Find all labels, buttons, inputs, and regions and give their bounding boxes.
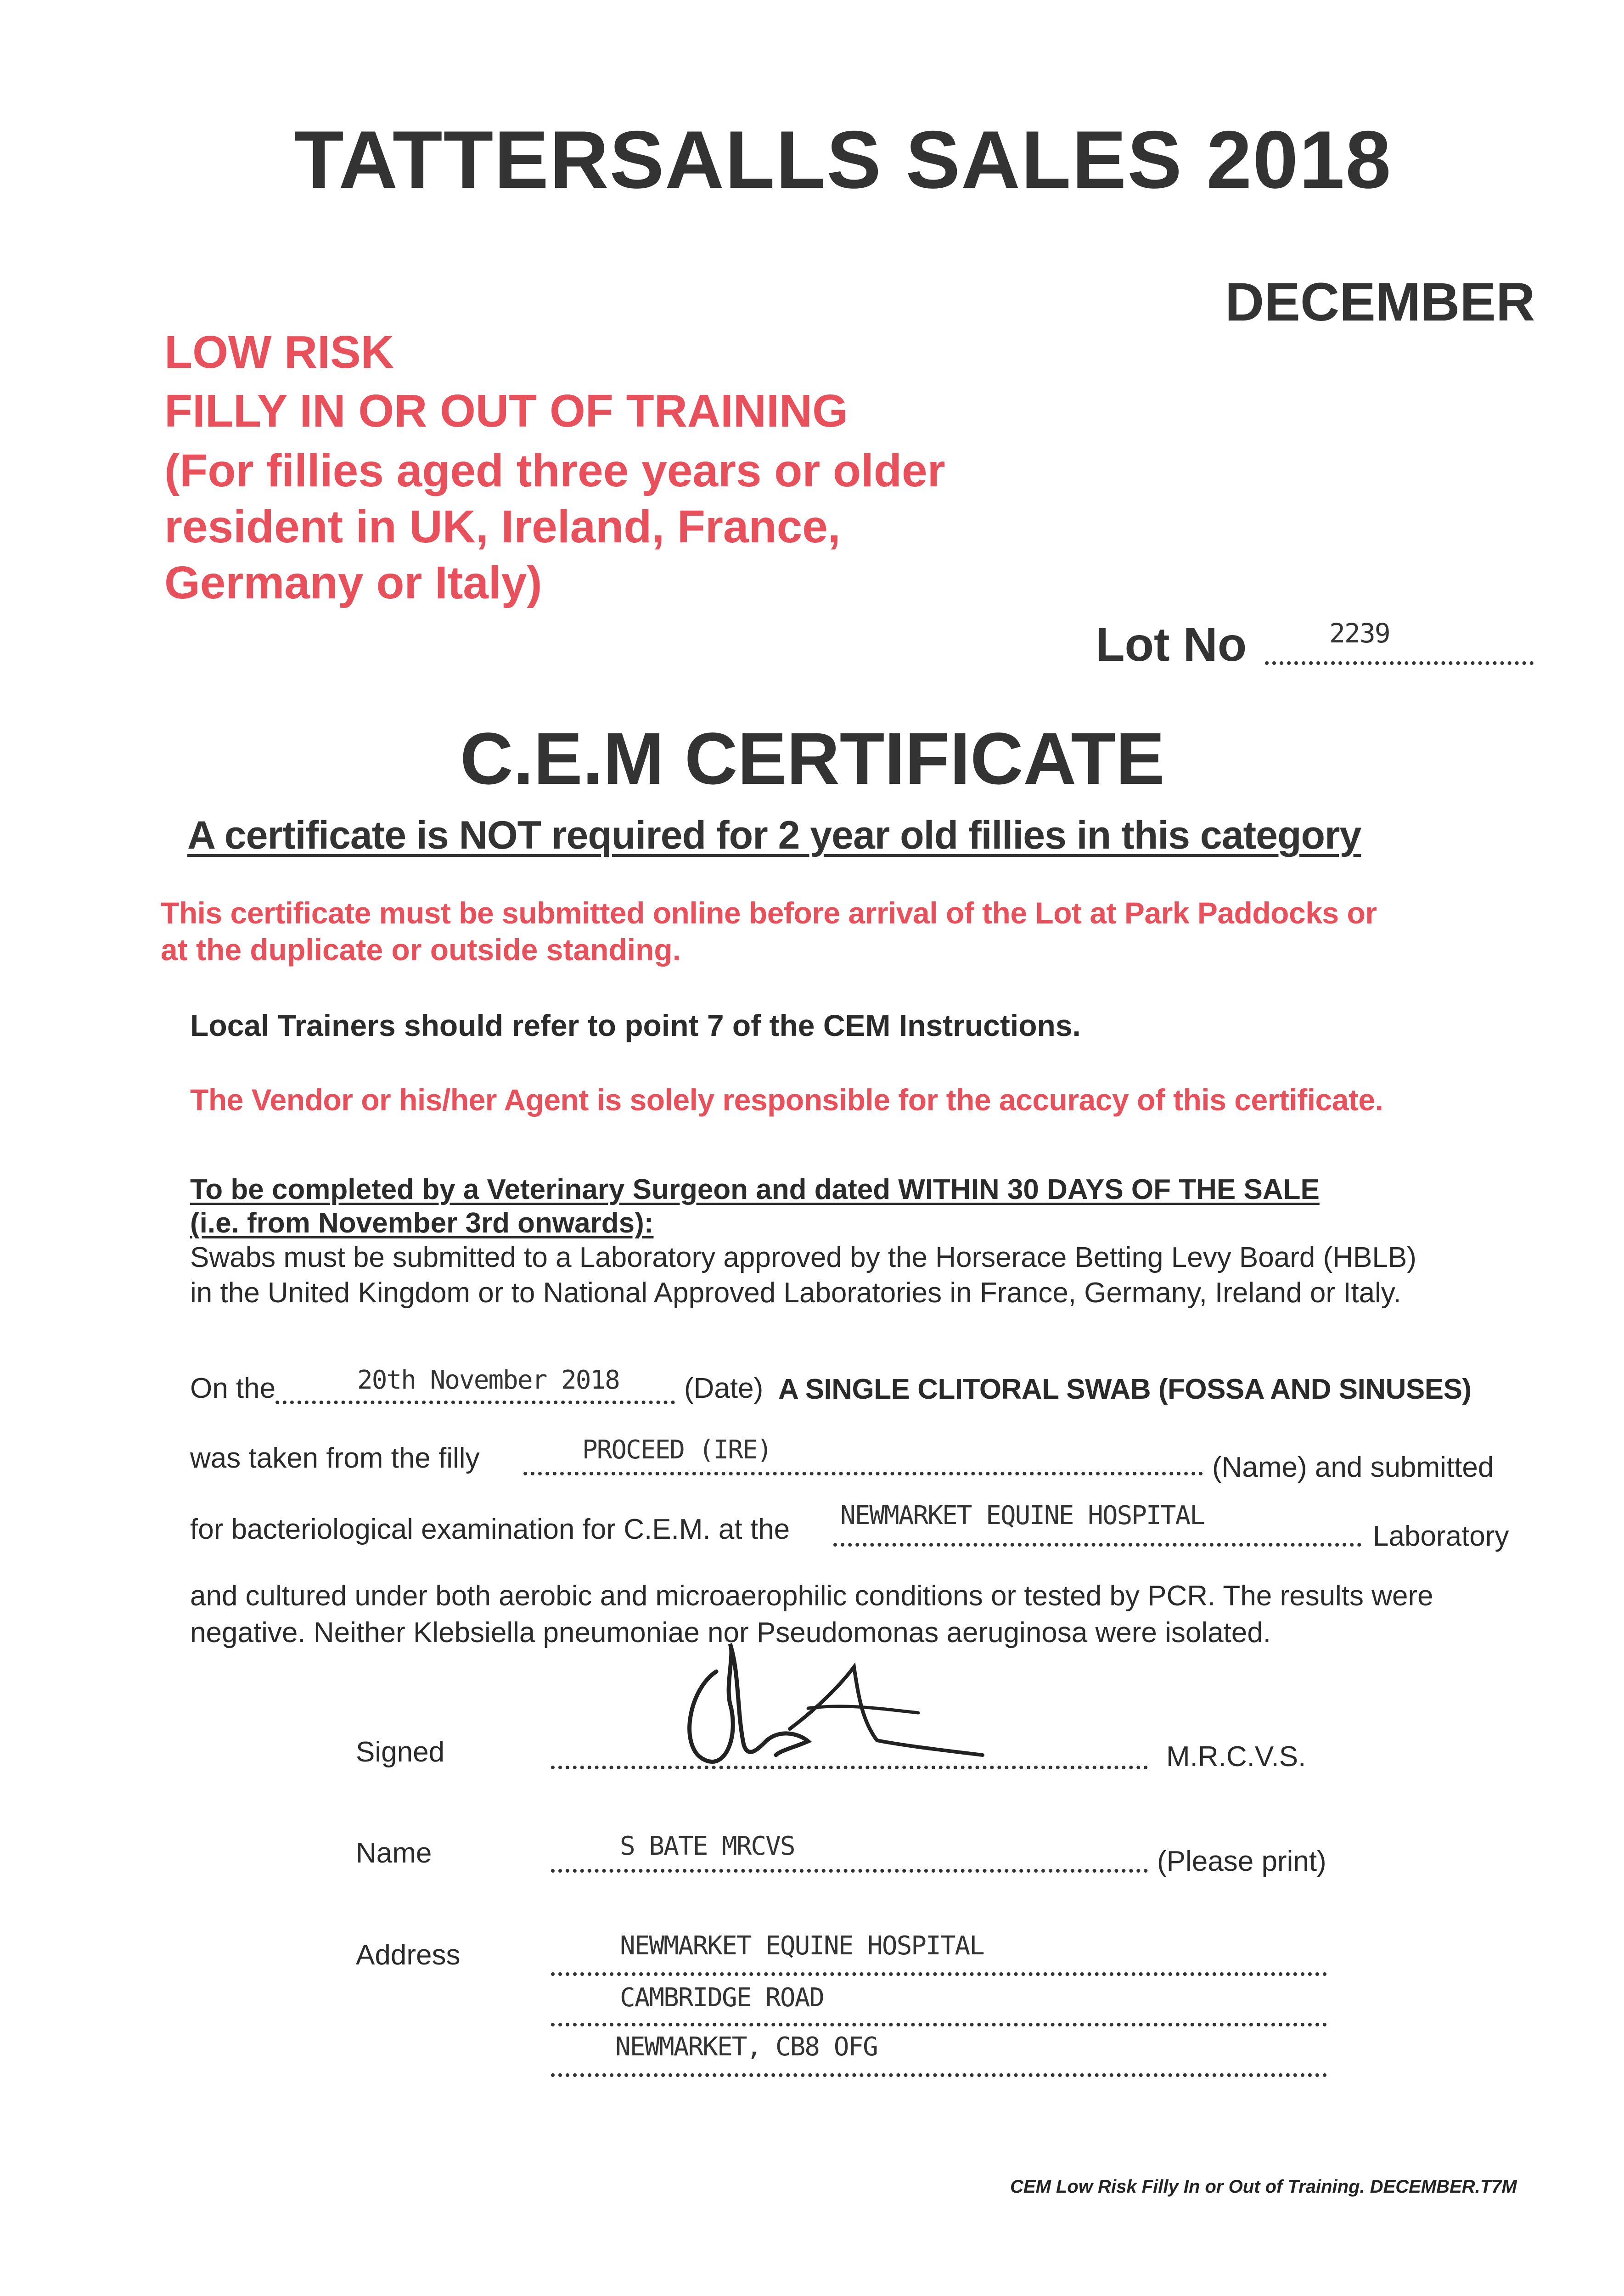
local-trainers-note: Local Trainers should refer to point 7 of the CEM Instructions. <box>190 1008 1081 1042</box>
lot-number-value: 2239 <box>1329 618 1390 649</box>
signed-label: Signed <box>356 1736 445 1768</box>
address-label: Address <box>356 1939 461 1971</box>
not-required-note: A certificate is NOT required for 2 year old fillies in this category <box>187 813 1361 857</box>
date-value: 20th November 2018 <box>357 1365 619 1395</box>
name-print-suffix: (Please print) <box>1157 1846 1326 1877</box>
category-line-4: resident in UK, Ireland, France, <box>164 501 841 552</box>
category-line-3: (For fillies aged three years or older <box>164 445 945 496</box>
address-line-1-field[interactable] <box>551 1972 1327 1976</box>
address-line-1-value: NEWMARKET EQUINE HOSPITAL <box>620 1931 984 1961</box>
laboratory-suffix: Laboratory <box>1373 1520 1509 1552</box>
vet-section-heading-line-2: (i.e. from November 3rd onwards): <box>190 1207 654 1239</box>
submission-notice-line-2: at the duplicate or outside standing. <box>161 933 681 967</box>
exam-label: for bacteriological examination for C.E.M. at the <box>190 1514 790 1545</box>
culture-result-line-1: and cultured under both aerobic and microaerophilic conditions or tested by PCR. The results were <box>190 1580 1433 1612</box>
category-line-2: FILLY IN OR OUT OF TRAINING <box>164 385 848 437</box>
swab-type: A SINGLE CLITORAL SWAB (FOSSA AND SINUSES) <box>778 1373 1472 1405</box>
address-line-3-value: NEWMARKET, CB8 OFG <box>615 2032 877 2062</box>
page-title: TATTERSALLS SALES 2018 <box>294 114 1392 205</box>
culture-result-line-2: negative. Neither Klebsiella pneumoniae nor Pseudomonas aeruginosa were isolated. <box>190 1617 1271 1649</box>
certificate-title: C.E.M CERTIFICATE <box>460 717 1165 799</box>
address-line-2-value: CAMBRIDGE ROAD <box>620 1983 824 2013</box>
vendor-responsibility-note: The Vendor or his/her Agent is solely responsible for the accuracy of this certificate. <box>190 1083 1383 1117</box>
vet-signature <box>661 1635 992 1782</box>
submission-notice-line-1: This certificate must be submitted online before arrival of the Lot at Park Paddocks or <box>161 896 1377 930</box>
vet-section-heading-line-1: To be completed by a Veterinary Surgeon and dated WITHIN 30 DAYS OF THE SALE <box>190 1174 1320 1205</box>
swab-requirement-line-1: Swabs must be submitted to a Laboratory approved by the Horserace Betting Levy Board (HBLB) <box>190 1242 1416 1273</box>
vet-name-value: S BATE MRCVS <box>620 1831 795 1861</box>
form-code: CEM Low Risk Filly In or Out of Training. DECEMBER.T7M <box>1010 2177 1517 2197</box>
address-line-3-field[interactable] <box>551 2073 1327 2077</box>
address-line-2-field[interactable] <box>551 2023 1327 2026</box>
taken-from-label: was taken from the filly <box>190 1442 480 1474</box>
name-label: Name <box>356 1837 432 1869</box>
name-suffix: (Name) and submitted <box>1212 1452 1494 1483</box>
filly-name-value: PROCEED (IRE) <box>582 1435 772 1465</box>
filly-name-field[interactable] <box>523 1472 1203 1475</box>
vet-name-field[interactable] <box>551 1869 1148 1873</box>
date-suffix: (Date) <box>684 1373 764 1404</box>
swab-requirement-line-2: in the United Kingdom or to National Approved Laboratories in France, Germany, Ireland or Italy. <box>190 1277 1401 1309</box>
laboratory-field[interactable] <box>833 1543 1361 1547</box>
lot-number-dotted-line <box>1265 661 1534 665</box>
signed-suffix: M.R.C.V.S. <box>1166 1741 1306 1773</box>
category-line-1: LOW RISK <box>164 326 394 378</box>
lot-label: Lot No <box>1096 618 1247 671</box>
sale-month: DECEMBER <box>1225 272 1535 332</box>
category-line-5: Germany or Italy) <box>164 557 542 608</box>
on-the-label: On the <box>190 1373 276 1404</box>
date-field[interactable] <box>275 1401 675 1404</box>
laboratory-value: NEWMARKET EQUINE HOSPITAL <box>840 1501 1204 1531</box>
